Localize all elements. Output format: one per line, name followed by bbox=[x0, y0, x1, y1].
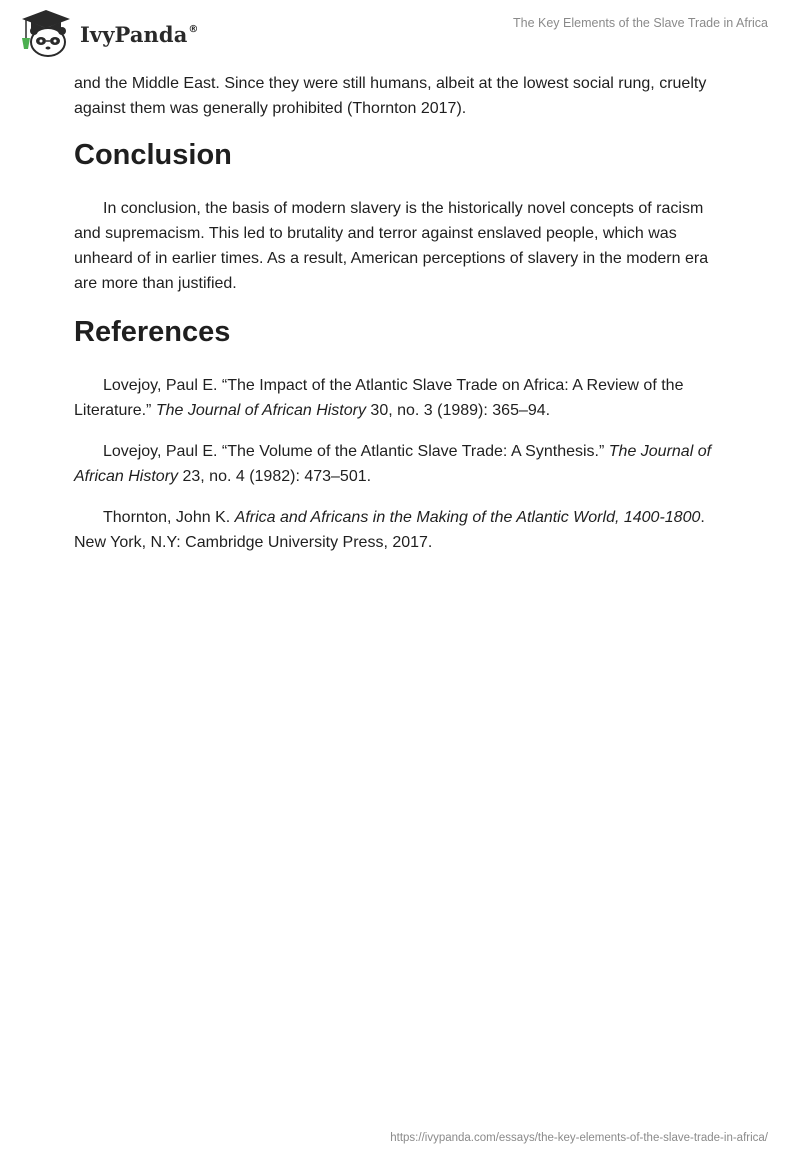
reference-title: The Journal of African History bbox=[155, 402, 366, 419]
reference-item: Lovejoy, Paul E. “The Volume of the Atlantic Slave Trade: A Synthesis.” The Journal of African History 23, no. 4 (1982): 473–501. bbox=[74, 443, 712, 485]
registered-mark: ® bbox=[188, 23, 199, 35]
essay-content bbox=[74, 71, 734, 571]
conclusion-heading: Conclusion bbox=[74, 139, 232, 171]
conclusion-paragraph: In conclusion, the basis of modern slavery is the historically novel concepts of racism and supremacism. This led to brutality and terror against enslaved people, which was unheard of in earlier times. As a result, American perceptions of slavery in the modern era are more than justified. bbox=[74, 200, 709, 292]
reference-title: Africa and Africans in the Making of the Atlantic World, 1400-1800 bbox=[234, 509, 701, 526]
reference-item: Lovejoy, Paul E. “The Impact of the Atlantic Slave Trade on Africa: A Review of the Literature.” The Journal of African History 30, no. 3 (1989): 365–94. bbox=[74, 377, 684, 419]
reference-title: The Journal of African History bbox=[74, 443, 712, 485]
reference-list bbox=[74, 373, 734, 555]
references-heading: References bbox=[74, 316, 231, 348]
panda-graduate-icon bbox=[14, 8, 78, 58]
page-header bbox=[0, 0, 800, 68]
logo-wordmark: IvyPanda® bbox=[80, 21, 199, 47]
body-paragraph: and the Middle East. Since they were still humans, albeit at the lowest social rung, cruelty against them was generally prohibited (Thornton 2017). bbox=[74, 75, 707, 117]
reference-item: Thornton, John K. Africa and Africans in the Making of the Atlantic World, 1400-1800. New York, N.Y: Cambridge University Press, 2017. bbox=[74, 509, 705, 551]
source-url-link[interactable]: https://ivypanda.com/essays/the-key-elements-of-the-slave-trade-in-africa/ bbox=[390, 1132, 768, 1144]
ivypanda-logo[interactable] bbox=[14, 8, 199, 58]
document-title: The Key Elements of the Slave Trade in Africa bbox=[513, 16, 768, 30]
